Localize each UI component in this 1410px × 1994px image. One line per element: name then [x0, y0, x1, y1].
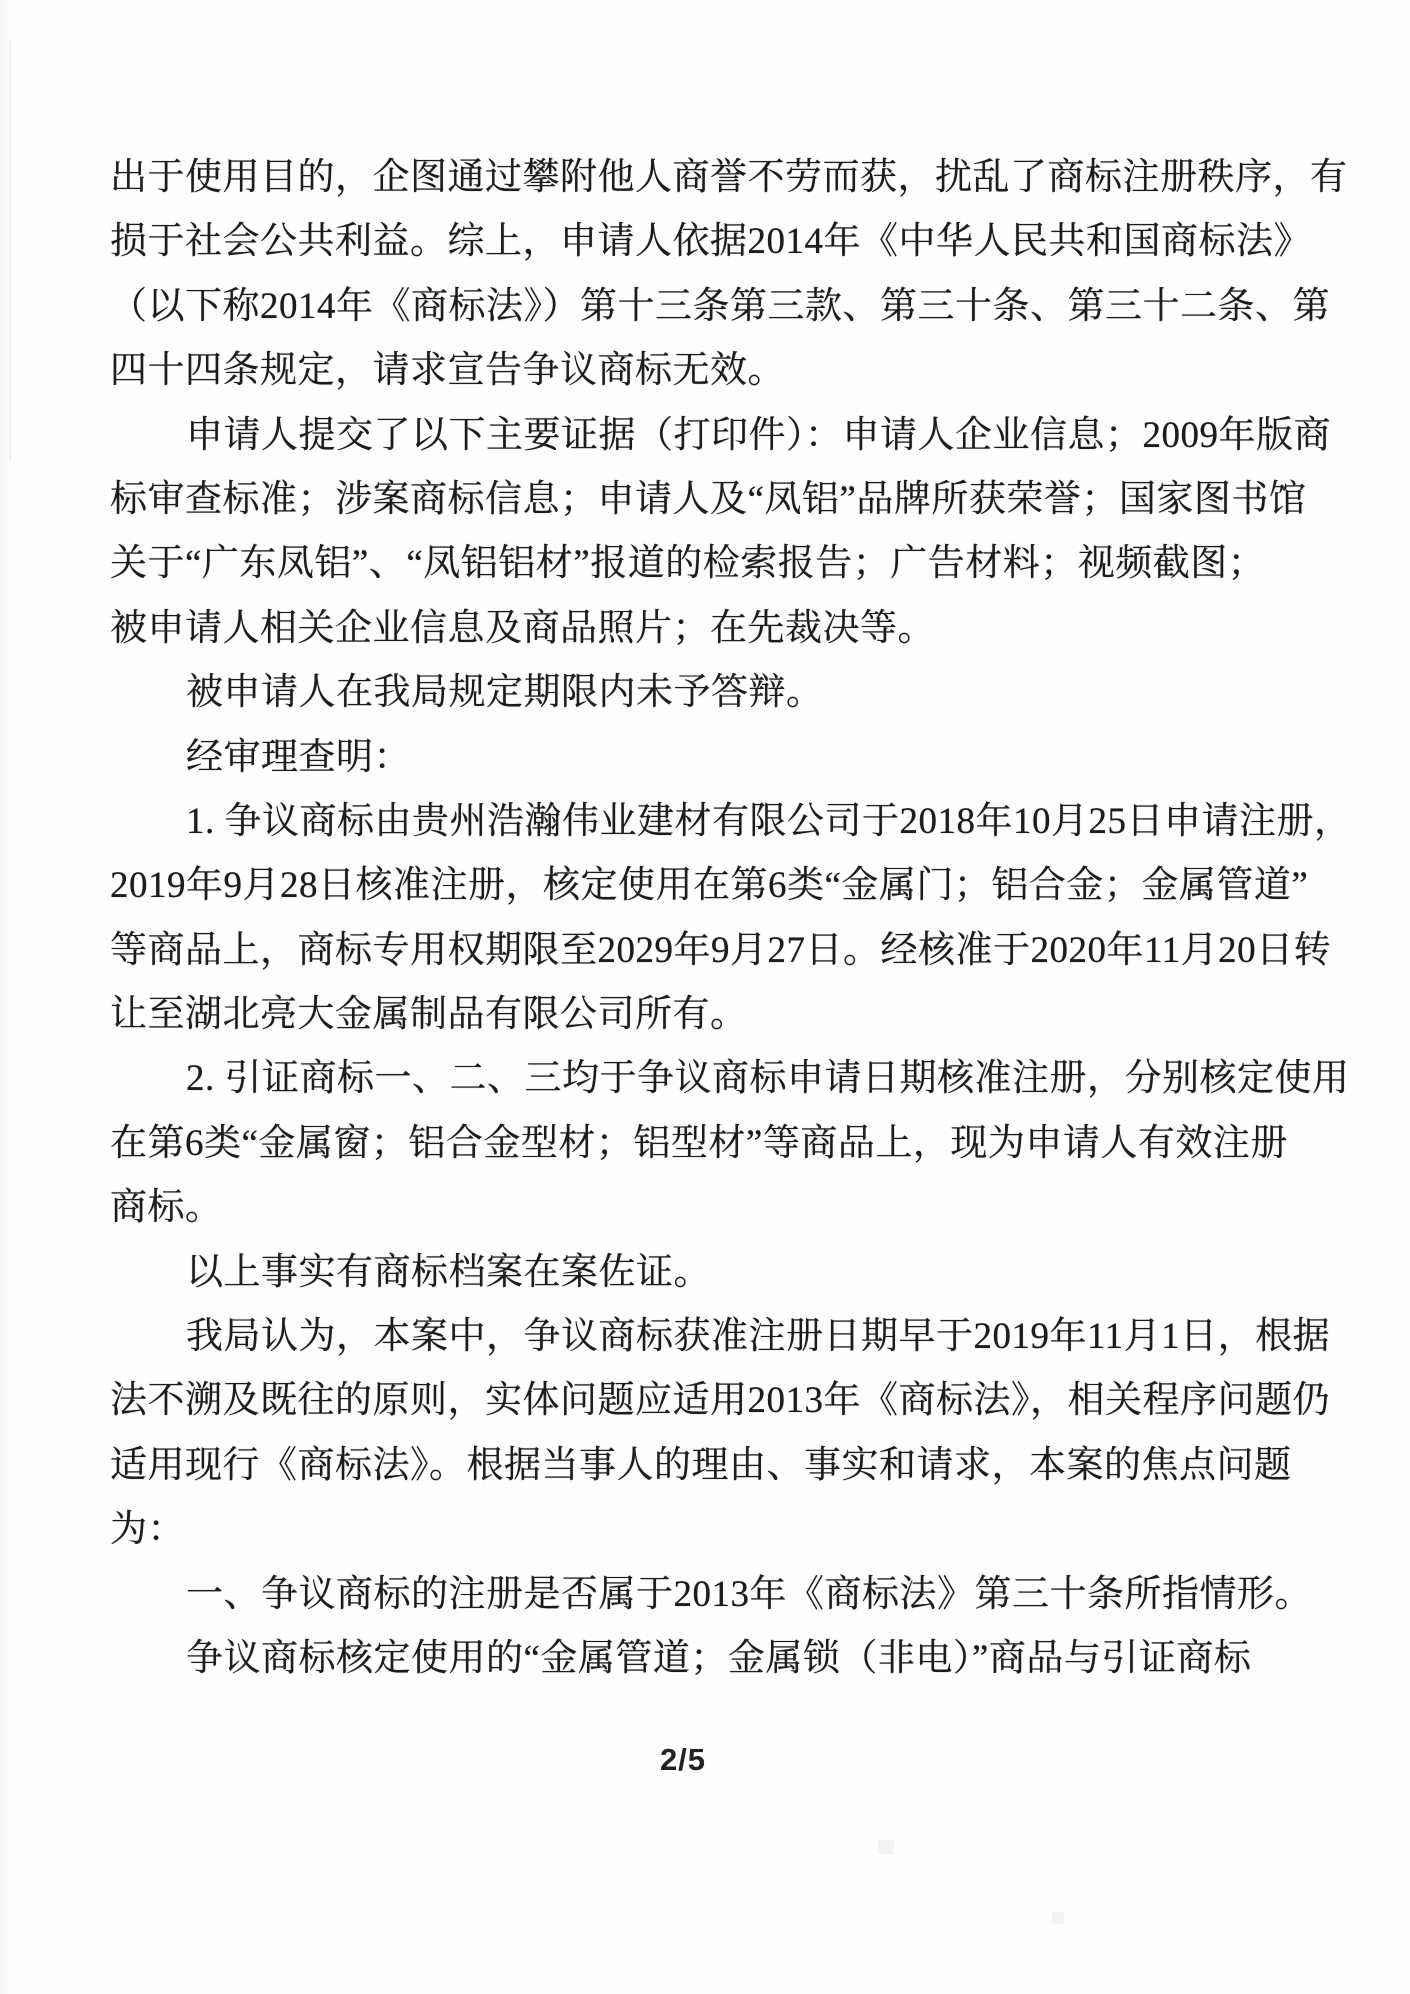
text-line: 经审理查明： — [186, 736, 411, 778]
text-line: 商标。 — [110, 1187, 223, 1229]
scan-artifact — [878, 1840, 894, 1854]
text-line: 我局认为，本案中，争议商标获准注册日期早于2019年11月1日，根据 — [186, 1316, 1331, 1358]
text-line: （以下称2014年《商标法》）第十三条第三款、第三十条、第三十二条、第 — [110, 285, 1330, 327]
document-body — [110, 146, 1352, 1691]
text-line: 在第6类“金属窗；铝合金型材；铝型材”等商品上，现为申请人有效注册 — [110, 1122, 1288, 1164]
text-line: 申请人提交了以下主要证据（打印件）：申请人企业信息；2009年版商 — [186, 414, 1331, 456]
text-line: 关于“广东凤铝”、“凤铝铝材”报道的检索报告；广告材料；视频截图； — [110, 543, 1266, 585]
text-line: 四十四条规定，请求宣告争议商标无效。 — [110, 350, 785, 392]
scan-artifact — [1052, 1912, 1064, 1924]
text-line: 以上事实有商标档案在案佐证。 — [186, 1251, 711, 1293]
text-line: 法不溯及既往的原则，实体问题应适用2013年《商标法》，相关程序问题仍 — [110, 1380, 1330, 1422]
text-line: 被申请人在我局规定期限内未予答辩。 — [186, 672, 824, 714]
text-line: 为： — [110, 1509, 185, 1551]
scan-edge-shading — [0, 0, 14, 1994]
text-line: 让至湖北亮大金属制品有限公司所有。 — [110, 994, 748, 1036]
text-line: 损于社会公共利益。综上，申请人依据2014年《中华人民共和国商标法》 — [110, 221, 1311, 263]
text-line: 一、争议商标的注册是否属于2013年《商标法》第三十条所指情形。 — [186, 1573, 1312, 1615]
text-line: 2. 引证商标一、二、三均于争议商标申请日期核准注册，分别核定使用 — [186, 1058, 1350, 1100]
text-line: 适用现行《商标法》。根据当事人的理由、事实和请求，本案的焦点问题 — [110, 1444, 1292, 1486]
text-line: 1. 争议商标由贵州浩瀚伟业建材有限公司于2018年10月25日申请注册， — [186, 800, 1352, 842]
text-line: 出于使用目的，企图通过攀附他人商誉不劳而获，扰乱了商标注册秩序，有 — [110, 157, 1348, 198]
text-line: 被申请人相关企业信息及商品照片；在先裁决等。 — [110, 607, 935, 649]
text-line: 争议商标核定使用的“金属管道；金属锁（非电）”商品与引证商标 — [186, 1637, 1252, 1679]
text-line: 等商品上，商标专用权期限至2029年9月27日。经核准于2020年11月20日转 — [110, 929, 1332, 971]
scan-edge-line — [9, 40, 11, 460]
text-line: 2019年9月28日核准注册，核定使用在第6类“金属门；铝合金；金属管道” — [110, 865, 1309, 907]
page-number: 2/5 — [659, 1742, 707, 1777]
text-line: 标审查标准；涉案商标信息；申请人及“凤铝”品牌所获荣誉；国家图书馆 — [110, 478, 1307, 520]
